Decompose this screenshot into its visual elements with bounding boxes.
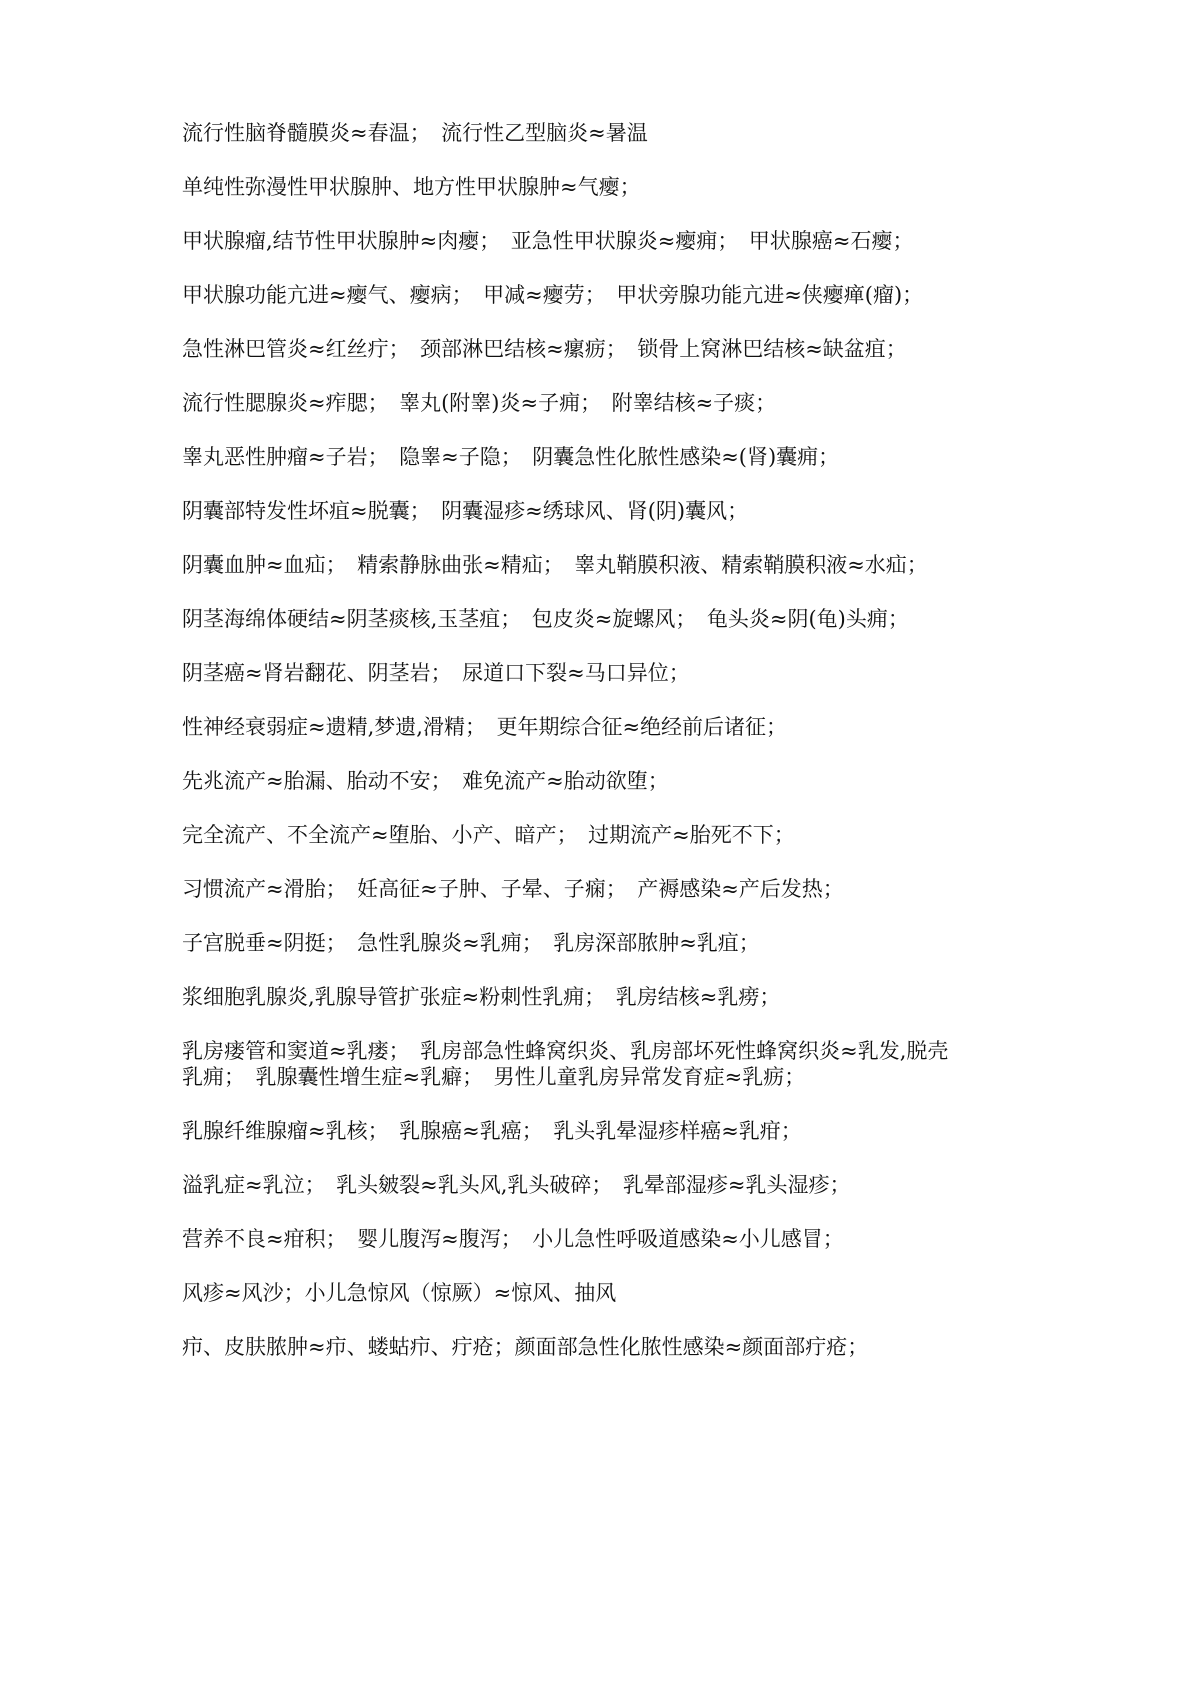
paragraph: 营养不良≈疳积； 婴儿腹泻≈腹泻； 小儿急性呼吸道感染≈小儿感冒； xyxy=(182,1227,844,1251)
paragraph: 习惯流产≈滑胎； 妊高征≈子肿、子晕、子痫； 产褥感染≈产后发热； xyxy=(182,877,844,901)
paragraph: 流行性腮腺炎≈痄腮； 睾丸(附睾)炎≈子痈； 附睾结核≈子痰； xyxy=(182,391,777,415)
paragraph: 风疹≈风沙；小儿急惊风（惊厥）≈惊风、抽风 xyxy=(182,1281,617,1305)
paragraph: 急性淋巴管炎≈红丝疔； 颈部淋巴结核≈瘰疬； 锁骨上窝淋巴结核≈缺盆疽； xyxy=(182,337,907,361)
paragraph: 乳房瘘管和窦道≈乳瘘； 乳房部急性蜂窝织炎、乳房部坏死性蜂窝织炎≈乳发,脱壳乳痈； 乳腺囊性增生症≈乳癖； 男性儿童乳房异常发育症≈乳疬； xyxy=(182,1039,949,1089)
paragraph: 完全流产、不全流产≈堕胎、小产、暗产； 过期流产≈胎死不下； xyxy=(182,823,795,847)
paragraph: 阴茎癌≈肾岩翻花、阴茎岩； 尿道口下裂≈马口异位； xyxy=(182,661,690,685)
paragraph: 甲状腺瘤,结节性甲状腺肿≈肉瘿； 亚急性甲状腺炎≈瘿痈； 甲状腺癌≈石瘿； xyxy=(182,229,914,253)
paragraph: 流行性脑脊髓膜炎≈春温； 流行性乙型脑炎≈暑温 xyxy=(182,121,648,145)
paragraph: 浆细胞乳腺炎,乳腺导管扩张症≈粉刺性乳痈； 乳房结核≈乳痨； xyxy=(182,985,781,1009)
paragraph: 阴囊血肿≈血疝； 精索静脉曲张≈精疝； 睾丸鞘膜积液、精索鞘膜积液≈水疝； xyxy=(182,553,928,577)
paragraph: 先兆流产≈胎漏、胎动不安； 难免流产≈胎动欲堕； xyxy=(182,769,669,793)
paragraph: 溢乳症≈乳泣； 乳头皴裂≈乳头风,乳头破碎； 乳晕部湿疹≈乳头湿疹； xyxy=(182,1173,851,1197)
paragraph: 子宫脱垂≈阴挺； 急性乳腺炎≈乳痈； 乳房深部脓肿≈乳疽； xyxy=(182,931,760,955)
paragraph: 乳腺纤维腺瘤≈乳核； 乳腺癌≈乳癌； 乳头乳晕湿疹样癌≈乳疳； xyxy=(182,1119,802,1143)
paragraph: 睾丸恶性肿瘤≈子岩； 隐睾≈子隐； 阴囊急性化脓性感染≈(肾)囊痈； xyxy=(182,445,840,469)
paragraph: 甲状腺功能亢进≈瘿气、瘿病； 甲减≈瘿劳； 甲状旁腺功能亢进≈侠瘿瘅(瘤)； xyxy=(182,283,924,307)
paragraph: 疖、皮肤脓肿≈疖、蝼蛄疖、疔疮；颜面部急性化脓性感染≈颜面部疔疮； xyxy=(182,1335,869,1359)
paragraph: 阴茎海绵体硬结≈阴茎痰核,玉茎疽； 包皮炎≈旋螺风； 龟头炎≈阴(龟)头痈； xyxy=(182,607,909,631)
paragraph: 性神经衰弱症≈遗精,梦遗,滑精； 更年期综合征≈绝经前后诸征； xyxy=(182,715,788,739)
paragraph: 阴囊部特发性坏疽≈脱囊； 阴囊湿疹≈绣球风、肾(阴)囊风； xyxy=(182,499,749,523)
paragraph: 单纯性弥漫性甲状腺肿、地方性甲状腺肿≈气瘿； xyxy=(182,175,641,199)
